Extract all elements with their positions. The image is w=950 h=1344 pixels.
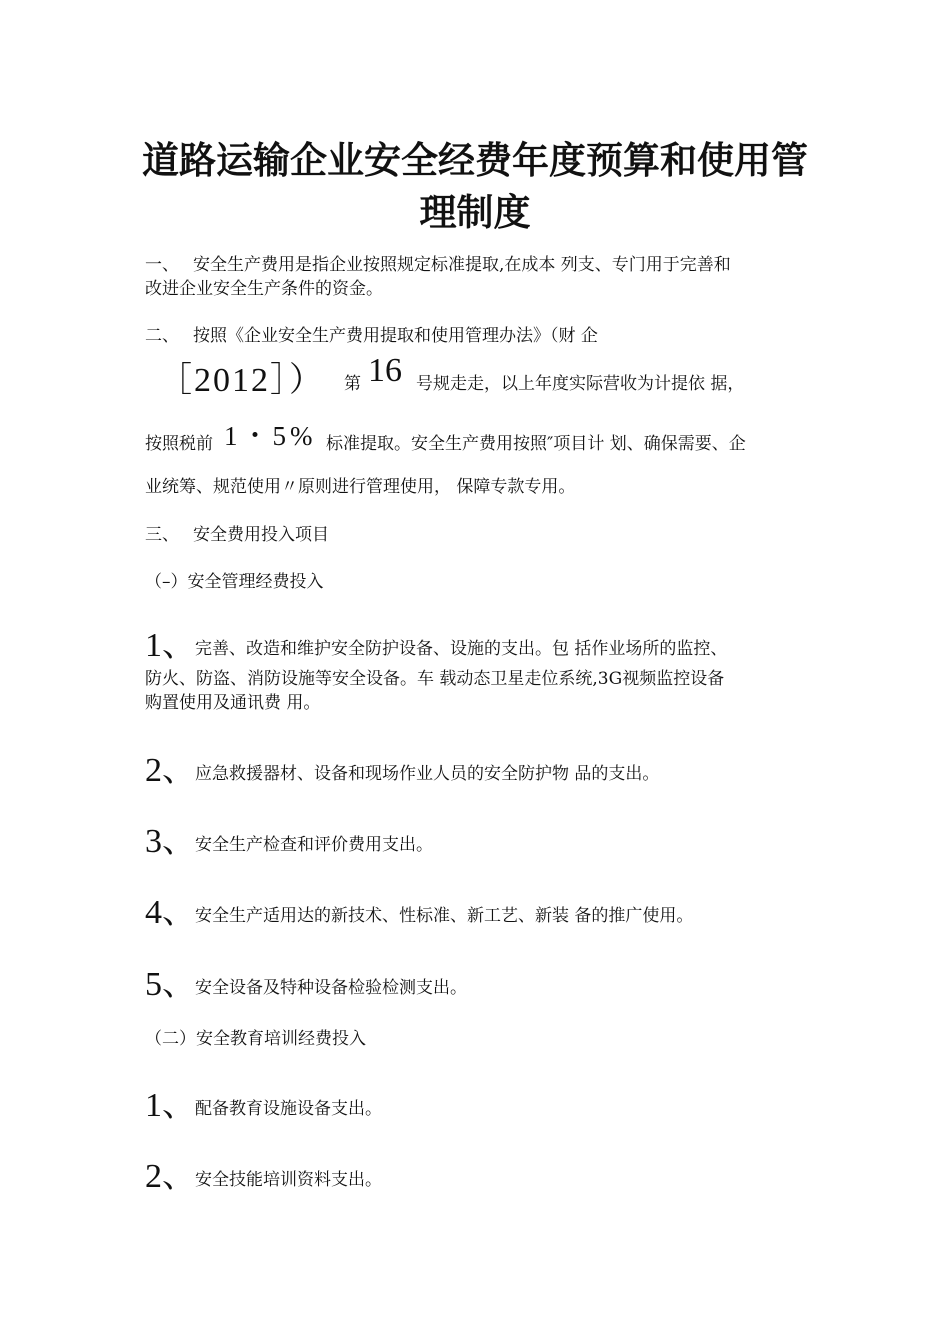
section-2-sixteen: 16 [368, 352, 402, 389]
item-1-line-1: 完善、改造和维护安全防护设备、设施的支出。包 括作业场所的监控、 [195, 639, 728, 659]
item-3-text: 安全生产检查和评价费用支出。 [195, 835, 433, 855]
item-1-line-2: 防火、防盗、消防设施等安全设备。车 载动态卫星走位系统,3G视频监控设备 [145, 669, 725, 689]
section-2-di: 第 [344, 374, 361, 394]
section-2-number: 二、 [145, 326, 179, 346]
page-title-line-2: 理制度 [419, 191, 531, 234]
page-title-line-1: 道路运输企业安全经费年度预算和使用管 [142, 139, 808, 182]
section-3-number: 三、 [145, 525, 179, 545]
item-3-number: 3、 [145, 823, 196, 860]
section-2-rate: 1・5% [224, 421, 317, 451]
item-5-text: 安全设备及特种设备检验检测支出。 [195, 978, 467, 998]
section-2-rate-rest: 标准提取。安全生产费用按照″项目计 划、确保需要、企 [326, 434, 746, 454]
item-1-line-3: 购置使用及通讯费 用。 [145, 693, 321, 713]
item-2-text: 应急救援器材、设备和现场作业人员的安全防护物 品的支出。 [195, 764, 660, 784]
item-4-text: 安全生产适用达的新技术、性标准、新工艺、新装 备的推广使用。 [195, 906, 694, 926]
subsection-2-heading: （二）安全教育培训经费投入 [145, 1029, 366, 1049]
section-1-line-2: 改进企业安全生产条件的资金。 [145, 279, 383, 299]
section-2-line-1: 按照《企业安全生产费用提取和使用管理办法》（财 企 [193, 326, 598, 346]
subsection-1-heading: （–）安全管理经费投入 [145, 572, 324, 592]
section-1-number: 一、 [145, 255, 179, 275]
section-2-line-last: 业统筹、规范使用〃原则进行管理使用， 保障专款专用。 [145, 477, 576, 497]
section-2-tax-label: 按照税前 [145, 434, 213, 454]
item-5-number: 5、 [145, 966, 196, 1003]
item-4-number: 4、 [145, 894, 196, 931]
item-2-1-text: 配备教育设施设备支出。 [195, 1099, 382, 1119]
section-2-year-bracket: ［2012］） [158, 362, 325, 399]
item-2-2-text: 安全技能培训资料支出。 [195, 1170, 382, 1190]
item-2-number: 2、 [145, 752, 196, 789]
section-2-line-2-rest: 号规走走，以上年度实际营收为计提依 据， [416, 374, 745, 394]
item-1-number: 1、 [145, 627, 196, 664]
section-1-line-1: 安全生产费用是指企业按照规定标准提取,在成本 列支、专门用于完善和 [193, 255, 731, 275]
section-3-text: 安全费用投入项目 [193, 525, 329, 545]
item-2-1-number: 1、 [145, 1087, 196, 1124]
item-2-2-number: 2、 [145, 1158, 196, 1195]
